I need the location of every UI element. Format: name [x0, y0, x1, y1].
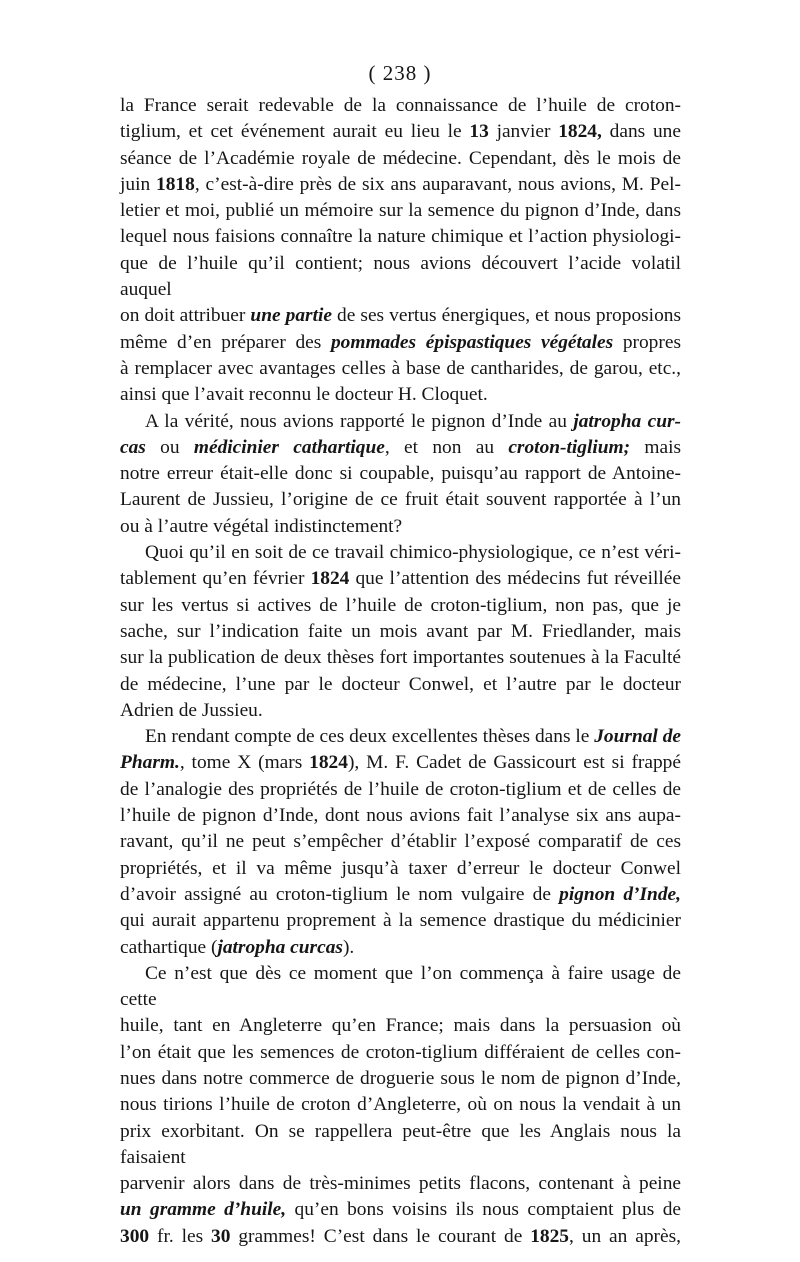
text-line [120, 1197, 681, 1223]
text-run: letier et moi, publié un mémoire sur la semence du pignon d’Inde, dans [120, 200, 681, 222]
text-line [120, 1066, 681, 1092]
bold-number: 1825 [530, 1225, 569, 1247]
text-run: ainsi que l’avait reconnu le docteur H. Cloquet. [120, 384, 488, 406]
text-run: sur les vertus si actives de l’huile de croton-tiglium, non pas, que je [120, 594, 681, 616]
text-line [120, 961, 681, 1014]
text-line [120, 330, 681, 356]
text-line [120, 303, 681, 329]
text-run: , c’est-à-dire près de six ans auparavant, nous avions, M. Pel- [194, 173, 681, 195]
text-line [120, 829, 681, 855]
text-run: prix exorbitant. On se rappellera peut-être que les Anglais nous la faisaient [120, 1120, 681, 1168]
text-run: séance de l’Académie royale de médecine. Cependant, dès le mois de [120, 147, 681, 169]
text-line [120, 119, 681, 145]
text-run: même d’en préparer des [120, 331, 331, 353]
text-line [120, 908, 681, 934]
text-line [120, 251, 681, 304]
italic-phrase: cas [120, 436, 146, 458]
text-run: de médecine, l’une par le docteur Conwel, et l’autre par le docteur [120, 673, 681, 695]
text-run: de l’analogie des propriétés de l’huile de croton-tiglium et de celles de [120, 778, 681, 800]
text-run: d’avoir assigné au croton-tiglium le nom vulgaire de [120, 883, 560, 905]
text-run: , tome X (mars [179, 752, 310, 774]
text-run: sur la publication de deux thèses fort importantes soutenues à la Faculté [120, 647, 681, 669]
text-line [120, 672, 681, 698]
text-line [120, 1171, 681, 1197]
text-run: En rendant compte de ces deux excellentes thèses dans le [145, 726, 595, 748]
text-line [120, 593, 681, 619]
text-run: ), M. F. Cadet de Gassicourt est si frappé [347, 752, 681, 774]
text-run: grammes! C’est dans le courant de [230, 1225, 531, 1247]
bold-number: 30 [211, 1225, 231, 1247]
text-run: mais [630, 436, 682, 458]
text-line [120, 540, 681, 566]
text-run: dans une [601, 121, 681, 143]
text-run: qui aurait appartenu proprement à la semence drastique du médicinier [120, 910, 681, 932]
text-line [120, 172, 681, 198]
text-run: ou [145, 436, 194, 458]
italic-phrase: jatropha cur- [573, 410, 681, 432]
text-run: nous tirions l’huile de croton d’Angleterre, où on nous la vendait à un [120, 1094, 681, 1116]
text-run: Quoi qu’il en soit de ce travail chimico-physiologique, ce n’est véri- [145, 542, 681, 564]
text-line [120, 645, 681, 671]
text-line [120, 882, 681, 908]
text-line [120, 514, 681, 540]
text-line [120, 93, 681, 119]
italic-phrase: jatropha curcas [217, 936, 343, 958]
text-run: lequel nous faisions connaître la nature chimique et l’action physiologi- [120, 226, 681, 248]
text-run: on doit attribuer [120, 305, 251, 327]
bold-number: 1824, [558, 121, 602, 143]
text-run: parvenir alors dans de très-minimes petits flacons, contenant à peine [120, 1173, 681, 1195]
text-run: propriétés, et il va même jusqu’à taxer d’erreur le docteur Conwel [120, 857, 681, 879]
text-run: à remplacer avec avantages celles à base de cantharides, de garou, etc., [120, 357, 681, 379]
text-line [120, 487, 681, 513]
text-line [120, 461, 681, 487]
body-text [120, 93, 681, 1250]
text-run: Adrien de Jussieu. [120, 699, 263, 721]
text-run: l’huile de pignon d’Inde, dont nous avions fait l’analyse six ans aupa- [120, 805, 681, 827]
text-line [120, 356, 681, 382]
bold-number: 1818 [156, 173, 195, 195]
text-run: qu’en bons voisins ils nous comptaient plus de [286, 1199, 682, 1221]
italic-phrase: croton-tiglium; [508, 436, 631, 458]
text-run: notre erreur était-elle donc si coupable, puisqu’au rapport de Antoine- [120, 463, 681, 485]
text-run: propres [613, 331, 681, 353]
italic-phrase: Journal de [594, 726, 681, 748]
text-line [120, 698, 681, 724]
text-line [120, 619, 681, 645]
italic-phrase: pignon d’Inde, [559, 883, 681, 905]
text-line [120, 1040, 681, 1066]
italic-phrase: un gramme d’huile, [120, 1199, 287, 1221]
text-line [120, 435, 681, 461]
bold-number: 13 [469, 121, 489, 143]
text-run: ou à l’autre végétal indistinctement? [120, 515, 403, 537]
text-line [120, 856, 681, 882]
italic-phrase: médicinier cathartique [193, 436, 385, 458]
text-line [120, 198, 681, 224]
text-run: que l’attention des médecins fut réveillée [349, 568, 681, 590]
text-line [120, 409, 681, 435]
text-line [120, 1119, 681, 1172]
text-run: Ce n’est que dès ce moment que l’on commença à faire usage de cette [120, 962, 681, 1011]
text-run: de ses vertus énergiques, et nous proposions [331, 305, 682, 327]
page-number: ( 238 ) [368, 61, 432, 85]
italic-phrase: pommades épispastiques végétales [330, 331, 614, 353]
bold-number: 300 [120, 1225, 150, 1247]
text-line [120, 724, 681, 750]
text-run: ). [342, 936, 355, 958]
text-line [120, 224, 681, 250]
text-run: janvier [488, 121, 559, 143]
text-run: huile, tant en Angleterre qu’en France; mais dans la persuasion où [120, 1015, 681, 1037]
text-line [120, 1092, 681, 1118]
text-run: juin [120, 173, 157, 195]
italic-phrase: Pharm. [120, 752, 180, 774]
text-line [120, 750, 681, 776]
text-line [120, 382, 681, 408]
text-line [120, 935, 681, 961]
text-line [120, 146, 681, 172]
text-run: A la vérité, nous avions rapporté le pignon d’Inde au [145, 410, 574, 432]
text-line [120, 566, 681, 592]
text-run: l’on était que les semences de croton-tiglium différaient de celles con- [120, 1041, 681, 1063]
bold-number: 1824 [310, 568, 350, 590]
text-run: sache, sur l’indication faite un mois avant par M. Friedlander, mais [120, 620, 681, 642]
text-run: Laurent de Jussieu, l’origine de ce fruit était souvent rapportée à l’un [120, 489, 681, 511]
text-run: tiglium, et cet événement aurait eu lieu le [120, 121, 470, 143]
text-run: tablement qu’en février [120, 568, 311, 590]
text-run: que de l’huile qu’il contient; nous avions découvert l’acide volatil auquel [120, 252, 681, 301]
italic-phrase: une partie [250, 305, 332, 327]
text-line [120, 1224, 681, 1250]
text-run: la France serait redevable de la connaissance de l’huile de croton- [120, 95, 681, 116]
text-run: nues dans notre commerce de droguerie sous le nom de pignon d’Inde, [120, 1067, 681, 1089]
text-line [120, 803, 681, 829]
text-run: cathartique ( [120, 936, 218, 958]
text-run: ravant, qu’il ne peut s’empêcher d’établir l’exposé comparatif de ces [120, 831, 681, 853]
text-run: , et non au [384, 436, 509, 458]
text-line [120, 777, 681, 803]
bold-number: 1824 [309, 752, 348, 774]
text-run: fr. les [149, 1225, 212, 1247]
text-line [120, 1013, 681, 1039]
text-run: , un an après, [569, 1225, 682, 1247]
